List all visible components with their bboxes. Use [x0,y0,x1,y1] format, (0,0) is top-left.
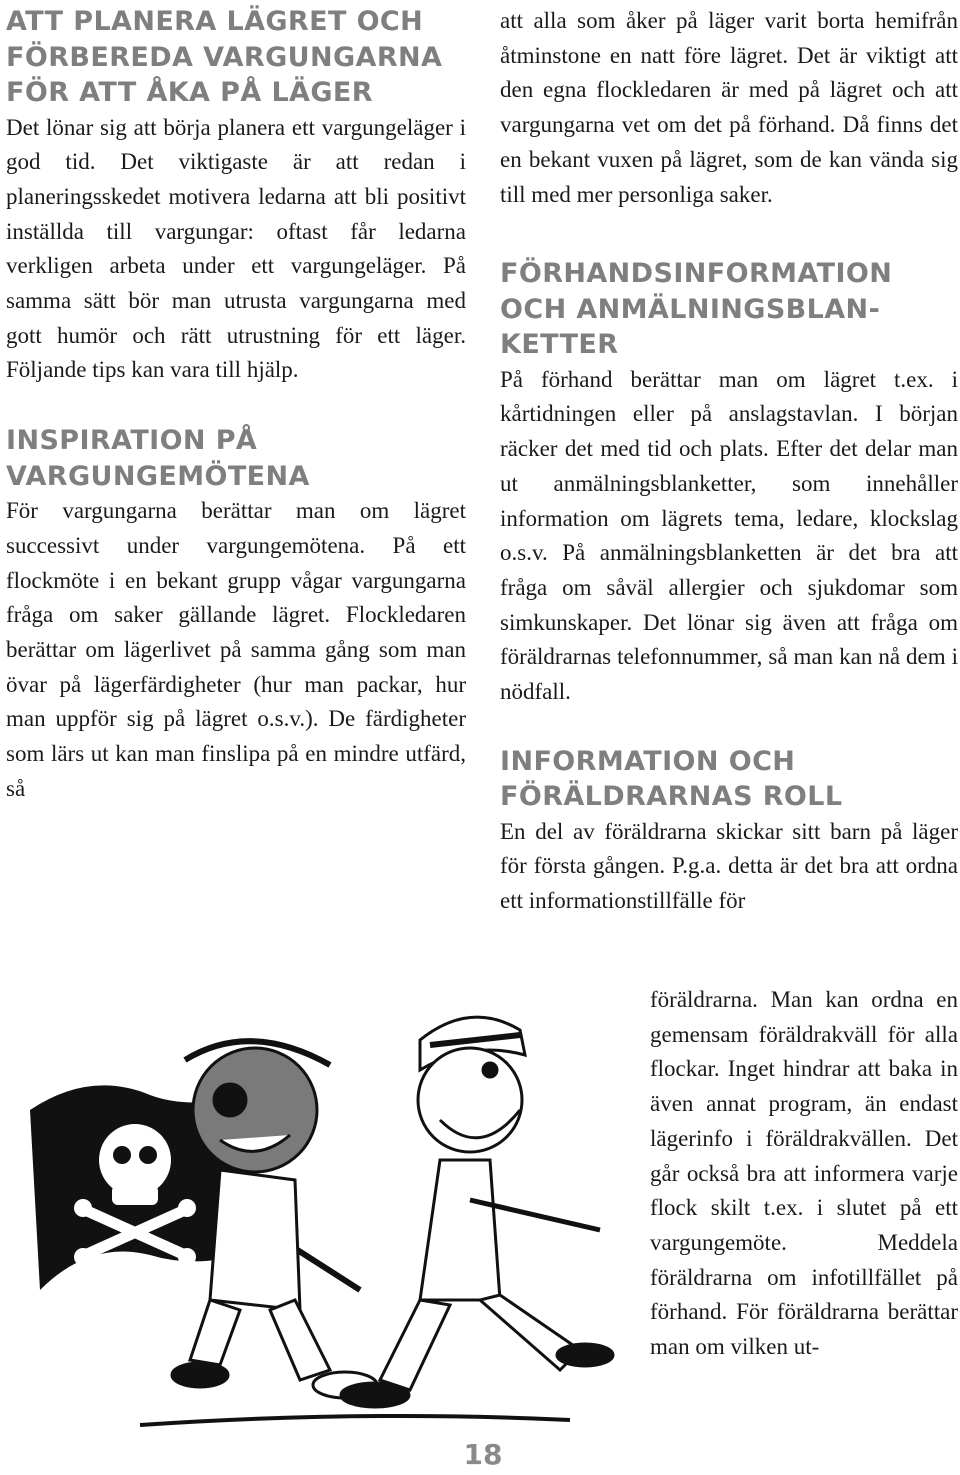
heading-planning: ATT PLANERA LÄGRET OCH FÖRBEREDA VARGUNGARNA FÖR ATT ÅKA PÅ LÄGER [6,6,443,108]
paragraph-continued: att alla som åker på läger varit borta hemifrån åtminstone en natt före lägret. Det är viktigt att den egna flockledaren är med på lägret och att vargungarna vet om det på förhand. Då finns det en bekant vuxen på lägret, som de kan vända sig till med mer personliga saker. [500,8,958,207]
paragraph-inspiration: För vargungarna berättar man om lägret successivt under vargungemötena. På ett flockmöte i en bekant grupp vågar vargungarna fråga om saker gällande lägret. Flockledaren berättar om lägerlivet på samma gång som man övar på lägerfärdigheter (hur man packar, hur man uppför sig på lägret o.s.v.). De färdigheter som lärs ut kan man finslipa på en mindre utfärd, så [6,498,466,801]
right-column [500,4,958,919]
paragraph-pre-information: På förhand berättar man om lägret t.ex. i kårtidningen eller på anslagstavlan. I början räcker det med tid och plats. Efter det delar man ut anmälningsblanketter, som innehåller information om lägrets tema, ledare, klockslag o.s.v. På anmälningsblanketten är det bra att fråga om såväl allergier och sjukdomar som simkunskaper. Det lönar sig även att fråga om föräldrarnas telefonnummer, så man kan nå dem i nödfall. [500,366,958,705]
heading-inspiration: INSPIRATION PÅ VARGUNGEMÖTENA [6,425,310,492]
paragraph-parents-role-b: föräldrarna. Man kan ordna en gemensam föräldrakväll för alla flockar. Inget hindrar att baka in även annat program, än endast lägerinfo i föräldrakvällen. Det går också bra att informera varje flock skilt t.ex. i slutet på ett vargungemöte. Meddela föräldrarna om infotillfället på förhand. För föräldrarna berättar man om vilken ut- [650,987,958,1360]
paragraph-planning: Det lönar sig att börja planera ett vargungeläger i god tid. Det viktigaste är att redan i planeringsskedet motivera ledarna att bli positivt inställda till vargungar: oftast får ledarna verkligen arbeta under ett vargungeläger. På samma sätt bör man utrusta vargungarna med gott humör och rätt utrustning för ett läger. Följande tips kan vara till hjälp. [6,114,466,383]
pirate-cubs-illustration [0,1000,640,1440]
heading-parents-role: INFORMATION OCH FÖRÄLDRARNAS ROLL [500,745,843,813]
page-number: 18 [463,1438,503,1471]
heading-pre-information: FÖRHANDSINFORMATION OCH ANMÄLNINGSBLANKETTER [500,258,893,361]
left-column [6,4,466,806]
cub-with-bandana [341,1017,613,1407]
paragraph-parents-role-a: En del av föräldrarna skickar sitt barn på läger för första gången. P.g.a. detta är det bra att ordna ett informationstillfälle för [500,818,958,914]
